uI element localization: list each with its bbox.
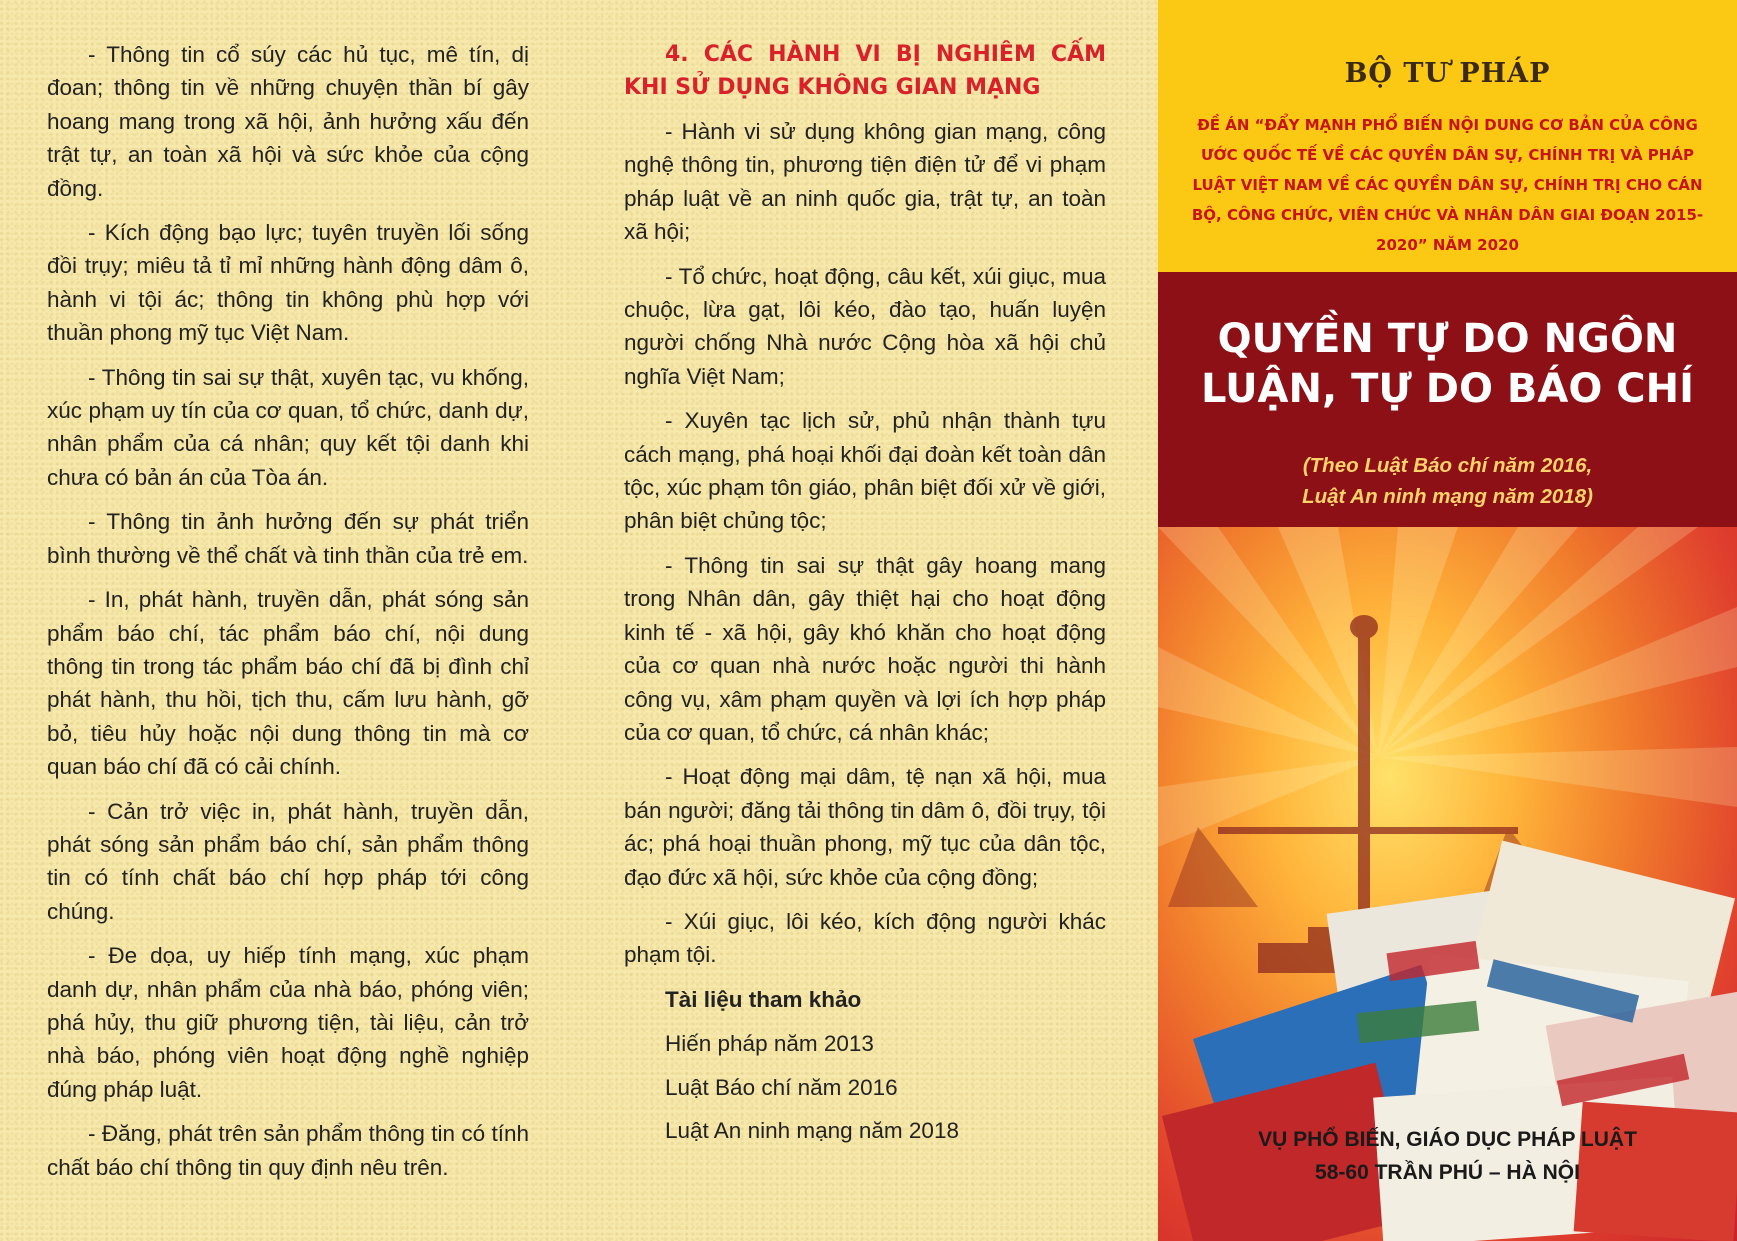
subtitle-line-1: (Theo Luật Báo chí năm 2016, [1302,454,1593,477]
left-paragraph-2: - Kích động bạo lực; tuyên truyền lối sống đồi trụy; miêu tả tỉ mỉ những hành động dâm ô, hành vi tội ác; thông tin không phù hợp với thuần phong mỹ tục Việt Nam. [47,220,529,346]
section-heading: 4. CÁC HÀNH VI BỊ NGHIÊM CẤM KHI SỬ DỤNG KHÔNG GIAN MẠNG [624,42,1106,100]
cover-title-band [1158,272,1737,527]
mid-paragraph-1: - Hành vi sử dụng không gian mạng, công nghệ thông tin, phương tiện điện tử để vi phạm pháp luật về an ninh quốc gia, trật tự, an toàn xã hội; [624,119,1106,245]
cover-header-band [1158,0,1737,272]
main-title-line-2: LUẬN, TỰ DO BÁO CHÍ [1201,366,1694,412]
ministry-name: BỘ TƯ PHÁP [1344,58,1551,89]
left-paragraph-6: - Cản trở việc in, phát hành, truyền dẫn, phát sóng sản phẩm báo chí, sản phẩm thông tin có tính chất báo chí hợp pháp tới công chúng. [47,798,529,924]
subtitle-line-2: Luật An ninh mạng năm 2018) [1302,485,1593,508]
mid-paragraph-3: - Xuyên tạc lịch sử, phủ nhận thành tựu cách mạng, phá hoại khối đại đoàn kết toàn dân tộc, xúc phạm tôn giáo, phân biệt đối xử về giới, phân biệt chủng tộc; [624,408,1106,534]
mid-paragraph-4: - Thông tin sai sự thật gây hoang mang trong Nhân dân, gây thiệt hại cho hoạt động kinh tế - xã hội, gây khó khăn cho hoạt động của cơ quan nhà nước hoặc người thi hành công vụ, xâm phạm quyền và lợi ích hợp pháp của cơ quan, tổ chức, cá nhân khác; [624,552,1106,745]
footer-line-2: 58-60 TRẦN PHÚ – HÀ NỘI [1315,1161,1580,1184]
left-paragraph-8: - Đăng, phát trên sản phẩm thông tin có tính chất báo chí thông tin quy định nêu trên. [47,1121,529,1180]
mid-paragraph-2: - Tổ chức, hoạt động, câu kết, xúi giục, mua chuộc, lừa gạt, lôi kéo, đào tạo, huấn luyện người chống Nhà nước Cộng hòa xã hội chủ nghĩa Việt Nam; [624,263,1106,389]
mid-paragraph-6: - Xúi giục, lôi kéo, kích động người khác phạm tội. [624,908,1106,968]
subtitle [1158,450,1737,512]
references-title: Tài liệu tham khảo [665,986,862,1012]
cover-panel [1158,0,1737,1241]
left-paragraph-3: - Thông tin sai sự thật, xuyên tạc, vu khống, xúc phạm uy tín của cơ quan, tổ chức, danh dự, nhân phẩm của cá nhân; quy kết tội danh khi chưa có bản án của Tòa án. [47,364,529,490]
left-column [47,38,529,1195]
mid-paragraph-5: - Hoạt động mại dâm, tệ nạn xã hội, mua bán người; đăng tải thông tin dâm ô, đồi trụy, tội ác; phá hoại thuần phong, mỹ tục của dân tộc, đạo đức xã hội, sức khỏe của cộng đồng; [624,764,1106,890]
footer-line-1: VỤ PHỔ BIẾN, GIÁO DỤC PHÁP LUẬT [1258,1128,1637,1151]
publisher-footer [1158,1123,1737,1189]
main-title-line-1: QUYỀN TỰ DO NGÔN [1217,316,1678,362]
left-paragraph-5: - In, phát hành, truyền dẫn, phát sóng sản phẩm báo chí, tác phẩm báo chí, nội dung thông tin trong tác phẩm báo chí đã bị đình chỉ phát hành, thu hồi, tịch thu, cấm lưu hành, gỡ bỏ, tiêu hủy hoặc nội dung thông tin mà cơ quan báo chí đã có cải chính. [47,587,529,780]
reference-item: Hiến pháp năm 2013 [665,1031,874,1057]
main-title [1158,314,1737,414]
left-paragraph-4: - Thông tin ảnh hưởng đến sự phát triển bình thường về thể chất và tinh thần của trẻ em. [47,509,529,568]
reference-item: Luật Báo chí năm 2016 [665,1074,898,1100]
project-title: ĐỀ ÁN “ĐẨY MẠNH PHỔ BIẾN NỘI DUNG CƠ BẢN CỦA CÔNG ƯỚC QUỐC TẾ VỀ CÁC QUYỀN DÂN SỰ, CHÍNH TRỊ VÀ PHÁP LUẬT VIỆT NAM VỀ CÁC QUYỀN DÂN SỰ, CHÍNH TRỊ CHO CÁN BỘ, CÔNG CHỨC, VIÊN CHỨC VÀ NHÂN DÂN GIAI ĐOẠN 2015-2020” NĂM 2020 [1191,116,1704,254]
middle-column [624,38,1106,1157]
reference-item: Luật An ninh mạng năm 2018 [665,1117,959,1143]
left-paragraph-1: - Thông tin cổ súy các hủ tục, mê tín, dị đoan; thông tin về những chuyện thần bí gây hoang mang trong xã hội, ảnh hưởng xấu đến trật tự, an toàn xã hội và sức khỏe của cộng đồng. [47,42,529,201]
left-paragraph-7: - Đe dọa, uy hiếp tính mạng, xúc phạm danh dự, nhân phẩm của nhà báo, phóng viên; phá hủy, thu giữ phương tiện, tài liệu, cản trở nhà báo, phóng viên hoạt động nghề nghiệp đúng pháp luật. [47,943,529,1102]
